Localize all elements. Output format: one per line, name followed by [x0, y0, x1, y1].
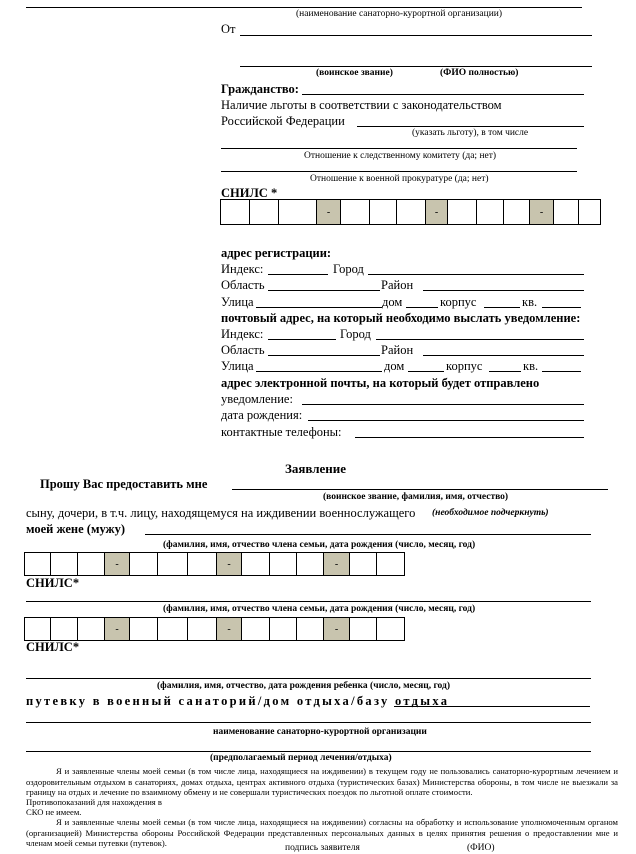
- birth-label: дата рождения:: [221, 408, 303, 422]
- child-field[interactable]: [26, 678, 591, 679]
- snils-separator: -: [105, 553, 130, 575]
- postal-street-field[interactable]: [256, 371, 382, 372]
- email-label-line2: уведомление:: [221, 392, 293, 406]
- investig-line[interactable]: [221, 148, 577, 149]
- request-label: Прошу Вас предоставить мне: [40, 477, 208, 491]
- snils-digit-cell[interactable]: [270, 553, 297, 575]
- snils-separator: -: [105, 618, 130, 640]
- snils-digit-cell[interactable]: [242, 618, 270, 640]
- prosecutor-caption: Отношение к военной прокуратуре (да; нет): [310, 174, 489, 184]
- snils-separator: -: [317, 200, 341, 224]
- snils-digit-cell[interactable]: [397, 200, 426, 224]
- benefit-line1: Наличие льготы в соответствии с законодательством: [221, 98, 502, 112]
- reg-house-field[interactable]: [406, 307, 438, 308]
- family-caption-2: (фамилия, имя, отчество члена семьи, дата рождения (число, месяц, год): [163, 604, 476, 614]
- email-label-line1: [221, 376, 539, 390]
- rank-caption: (воинское звание): [316, 68, 393, 78]
- snils-digit-cell[interactable]: [370, 200, 397, 224]
- citizenship-label: Гражданство:: [221, 82, 299, 96]
- from-line-2[interactable]: [240, 66, 592, 67]
- snils-digit-cell[interactable]: [130, 553, 158, 575]
- snils-separator: -: [426, 200, 448, 224]
- postal-address-title: почтовый адрес, на который необходимо выслать уведомление:: [221, 311, 581, 325]
- snils-digit-cell[interactable]: [51, 618, 78, 640]
- investig-caption: Отношение к следственному комитету (да; нет): [304, 151, 497, 161]
- family-snils-label-2: СНИЛС*: [26, 640, 80, 654]
- benefit-line2: Российской Федерации: [221, 114, 345, 128]
- snils-digit-cell[interactable]: [78, 618, 105, 640]
- snils-digit-cell[interactable]: [377, 618, 405, 640]
- signature-label: подпись заявителя: [285, 843, 360, 853]
- reg-building-field[interactable]: [484, 307, 520, 308]
- snils-separator: -: [217, 618, 242, 640]
- reg-city-field[interactable]: [368, 274, 584, 275]
- snils-separator: -: [324, 553, 350, 575]
- org-caption: (наименование санаторно-курортной организации): [296, 9, 503, 19]
- snils-digit-cell[interactable]: [188, 618, 217, 640]
- reg-region-field[interactable]: [268, 290, 380, 291]
- request-caption: (воинское звание, фамилия, имя, отчество): [323, 492, 509, 502]
- org-line: [222, 7, 582, 8]
- reg-city-label: Город: [333, 262, 364, 276]
- spouse-field[interactable]: [145, 534, 591, 535]
- snils-digit-cell[interactable]: [377, 553, 405, 575]
- postal-region-field[interactable]: [268, 355, 380, 356]
- postal-apt-field[interactable]: [542, 371, 581, 372]
- snils-digit-cell[interactable]: [448, 200, 477, 224]
- from-label: От: [221, 22, 236, 36]
- family-member-field-2[interactable]: [26, 601, 591, 602]
- email-field[interactable]: [302, 404, 584, 405]
- postal-building-label: корпус: [446, 359, 483, 373]
- reg-index-label: Индекс:: [221, 262, 264, 276]
- snils-digit-cell[interactable]: [270, 618, 297, 640]
- voucher-org-field[interactable]: [26, 722, 591, 723]
- snils-digit-cell[interactable]: [158, 553, 188, 575]
- from-line[interactable]: [240, 35, 592, 36]
- family-snils-label-1: СНИЛС*: [26, 576, 80, 590]
- postal-city-field[interactable]: [376, 339, 584, 340]
- reg-district-field[interactable]: [423, 290, 584, 291]
- reg-street-label: Улица: [221, 295, 254, 309]
- reg-address-title: адрес регистрации:: [221, 246, 332, 260]
- postal-index-label: Индекс:: [221, 327, 264, 341]
- snils-digit-cell[interactable]: [221, 200, 250, 224]
- relatives-line: сыну, дочери, в т.ч. лицу, находящемуся на иждивении военнослужащего: [26, 506, 416, 520]
- snils-digit-cell[interactable]: [477, 200, 504, 224]
- snils-digit-cell[interactable]: [130, 618, 158, 640]
- fio-caption: (ФИО полностью): [440, 68, 519, 78]
- snils-digit-cell[interactable]: [78, 553, 105, 575]
- snils-separator: -: [530, 200, 554, 224]
- reg-region-label: Область: [221, 278, 265, 292]
- relatives-note: (необходимое подчеркнуть): [432, 508, 549, 518]
- postal-street-label: Улица: [221, 359, 254, 373]
- family-snils-grid-2: [24, 617, 405, 641]
- reg-street-field[interactable]: [256, 307, 382, 308]
- snils-digit-cell[interactable]: [350, 553, 377, 575]
- phones-label: контактные телефоны:: [221, 425, 342, 439]
- snils-digit-cell[interactable]: [25, 618, 51, 640]
- snils-label: СНИЛС *: [221, 186, 278, 200]
- benefit-line[interactable]: [357, 126, 584, 127]
- snils-digit-cell[interactable]: [242, 553, 270, 575]
- voucher-org-caption: наименование санаторно-курортной организации: [213, 727, 427, 737]
- snils-digit-cell[interactable]: [579, 200, 601, 224]
- snils-digit-cell[interactable]: [51, 553, 78, 575]
- postal-city-label: Город: [340, 327, 371, 341]
- reg-apt-label: кв.: [522, 295, 538, 309]
- postal-index-field[interactable]: [268, 339, 336, 340]
- reg-apt-field[interactable]: [542, 307, 581, 308]
- reg-house-label: дом: [382, 295, 403, 309]
- request-field[interactable]: [232, 489, 608, 490]
- period-caption: (предполагаемый период лечения/отдыха): [210, 753, 392, 763]
- snils-digit-cell[interactable]: [297, 553, 324, 575]
- snils-digit-cell[interactable]: [250, 200, 279, 224]
- prosecutor-line[interactable]: [221, 171, 577, 172]
- family-snils-grid-1: [24, 552, 405, 576]
- no-previous-use-paragraph: Я и заявленные члены моей семьи (в том числе лица, находящиеся на иждивении) в текущем году не пользовались санаторно-курортным лечением и оздоровительным отдыхом в санаториях, домах отдыха, центрах активного отдыха (туристических базах) Министерства обороны, в том числе не выезжали за границу на отдых и лечение по взаимному обмену и не совершали туристических поездок по льготной оплате стоимости.: [26, 766, 618, 798]
- snils-digit-cell[interactable]: [188, 553, 217, 575]
- snils-digit-cell[interactable]: [279, 200, 317, 224]
- snils-separator: -: [324, 618, 350, 640]
- postal-district-label: Район: [381, 343, 414, 357]
- snils-digit-cell[interactable]: [158, 618, 188, 640]
- snils-digit-cell[interactable]: [350, 618, 377, 640]
- snils-digit-cell[interactable]: [297, 618, 324, 640]
- reg-index-field[interactable]: [268, 274, 328, 275]
- postal-region-label: Область: [221, 343, 265, 357]
- snils-digit-cell[interactable]: [504, 200, 530, 224]
- family-caption-1: (фамилия, имя, отчество члена семьи, дата рождения (число, месяц, год): [163, 540, 476, 550]
- signature-fio-label: (ФИО): [467, 843, 495, 853]
- postal-apt-label: кв.: [523, 359, 539, 373]
- phones-field[interactable]: [355, 437, 584, 438]
- contraindications-line1: Противопоказаний для нахождения в: [26, 797, 162, 807]
- postal-district-field[interactable]: [423, 355, 584, 356]
- reg-building-label: корпус: [440, 295, 477, 309]
- benefit-caption: (указать льготу), в том числе: [412, 128, 529, 138]
- snils-separator: -: [217, 553, 242, 575]
- contraindications-line2: СКО не имеем.: [26, 807, 82, 817]
- snils-digit-cell[interactable]: [554, 200, 579, 224]
- child-caption: (фамилия, имя, отчество, дата рождения ребенка (число, месяц, год): [157, 681, 450, 691]
- citizenship-line[interactable]: [302, 94, 584, 95]
- reg-district-label: Район: [381, 278, 414, 292]
- postal-house-field[interactable]: [408, 371, 444, 372]
- spouse-label: моей жене (мужу): [26, 522, 126, 536]
- period-field[interactable]: [26, 751, 591, 752]
- voucher-label: путевку в военный санаторий/дом отдыха/базу отдыха: [26, 694, 450, 708]
- snils-digit-cell[interactable]: [25, 553, 51, 575]
- statement-title: Заявление: [285, 461, 347, 476]
- postal-building-field[interactable]: [489, 371, 521, 372]
- birth-field[interactable]: [308, 420, 584, 421]
- postal-house-label: дом: [384, 359, 405, 373]
- snils-grid: [220, 199, 601, 225]
- email-label-bold: адрес электронной почты, на который будет отправлено: [221, 376, 540, 390]
- data-consent-paragraph: Я и заявленные члены моей семьи (в том числе лица, находящиеся на иждивении) согласны на обработку и использование уполномоченным органом (организацией) Министерства обороны Российской Федерации представленных персональных данных в целях принятия решения о предоставлении мне и членам моей семьи путевки (путевок).: [26, 817, 618, 849]
- voucher-field[interactable]: [394, 706, 590, 707]
- snils-digit-cell[interactable]: [341, 200, 370, 224]
